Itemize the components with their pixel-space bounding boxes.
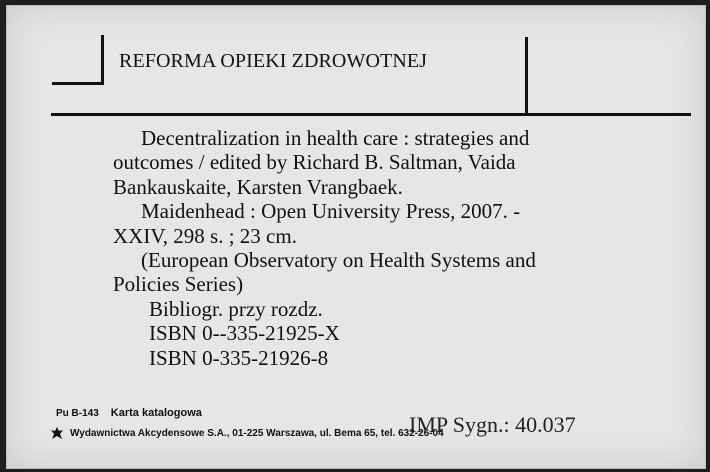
subject-heading: REFORMA OPIEKI ZDROWOTNEJ xyxy=(119,50,428,72)
entry-line: XXIV, 298 s. ; 23 cm. xyxy=(113,223,297,248)
publisher-text: Wydawnictwa Akcydensowe S.A., 01-225 Warszawa, ul. Bema 65, tel. 632-26-04 xyxy=(70,427,444,439)
entry-line: Decentralization in health care : strategies and xyxy=(141,126,530,150)
catalog-entry xyxy=(113,126,583,370)
heading-bracket-right xyxy=(525,37,528,115)
form-code-line xyxy=(56,407,202,419)
entry-line: Maidenhead : Open University Press, 2007. - xyxy=(141,199,521,224)
entry-line: outcomes / edited by Richard B. Saltman, Vaida xyxy=(113,150,516,175)
heading-bracket-left xyxy=(52,35,104,85)
entry-line: (European Observatory on Health Systems and xyxy=(141,248,536,273)
entry-line: Policies Series) xyxy=(113,272,244,297)
entry-line: ISBN 0--335-21925-X xyxy=(149,321,340,346)
call-number-stamp: IMP Sygn.: 40.037 xyxy=(409,412,576,437)
entry-line: Bibliogr. przy rozdz. xyxy=(149,296,323,321)
catalog-card xyxy=(6,5,706,469)
printer-logo-icon xyxy=(50,426,64,440)
entry-line: ISBN 0-335-21926-8 xyxy=(149,345,329,370)
heading-divider xyxy=(51,113,691,116)
form-title: Karta katalogowa xyxy=(110,407,202,419)
publisher-line xyxy=(50,426,444,440)
form-code: Pu B-143 xyxy=(56,408,99,419)
entry-line: Bankauskaite, Karsten Vrangbaek. xyxy=(113,174,403,199)
